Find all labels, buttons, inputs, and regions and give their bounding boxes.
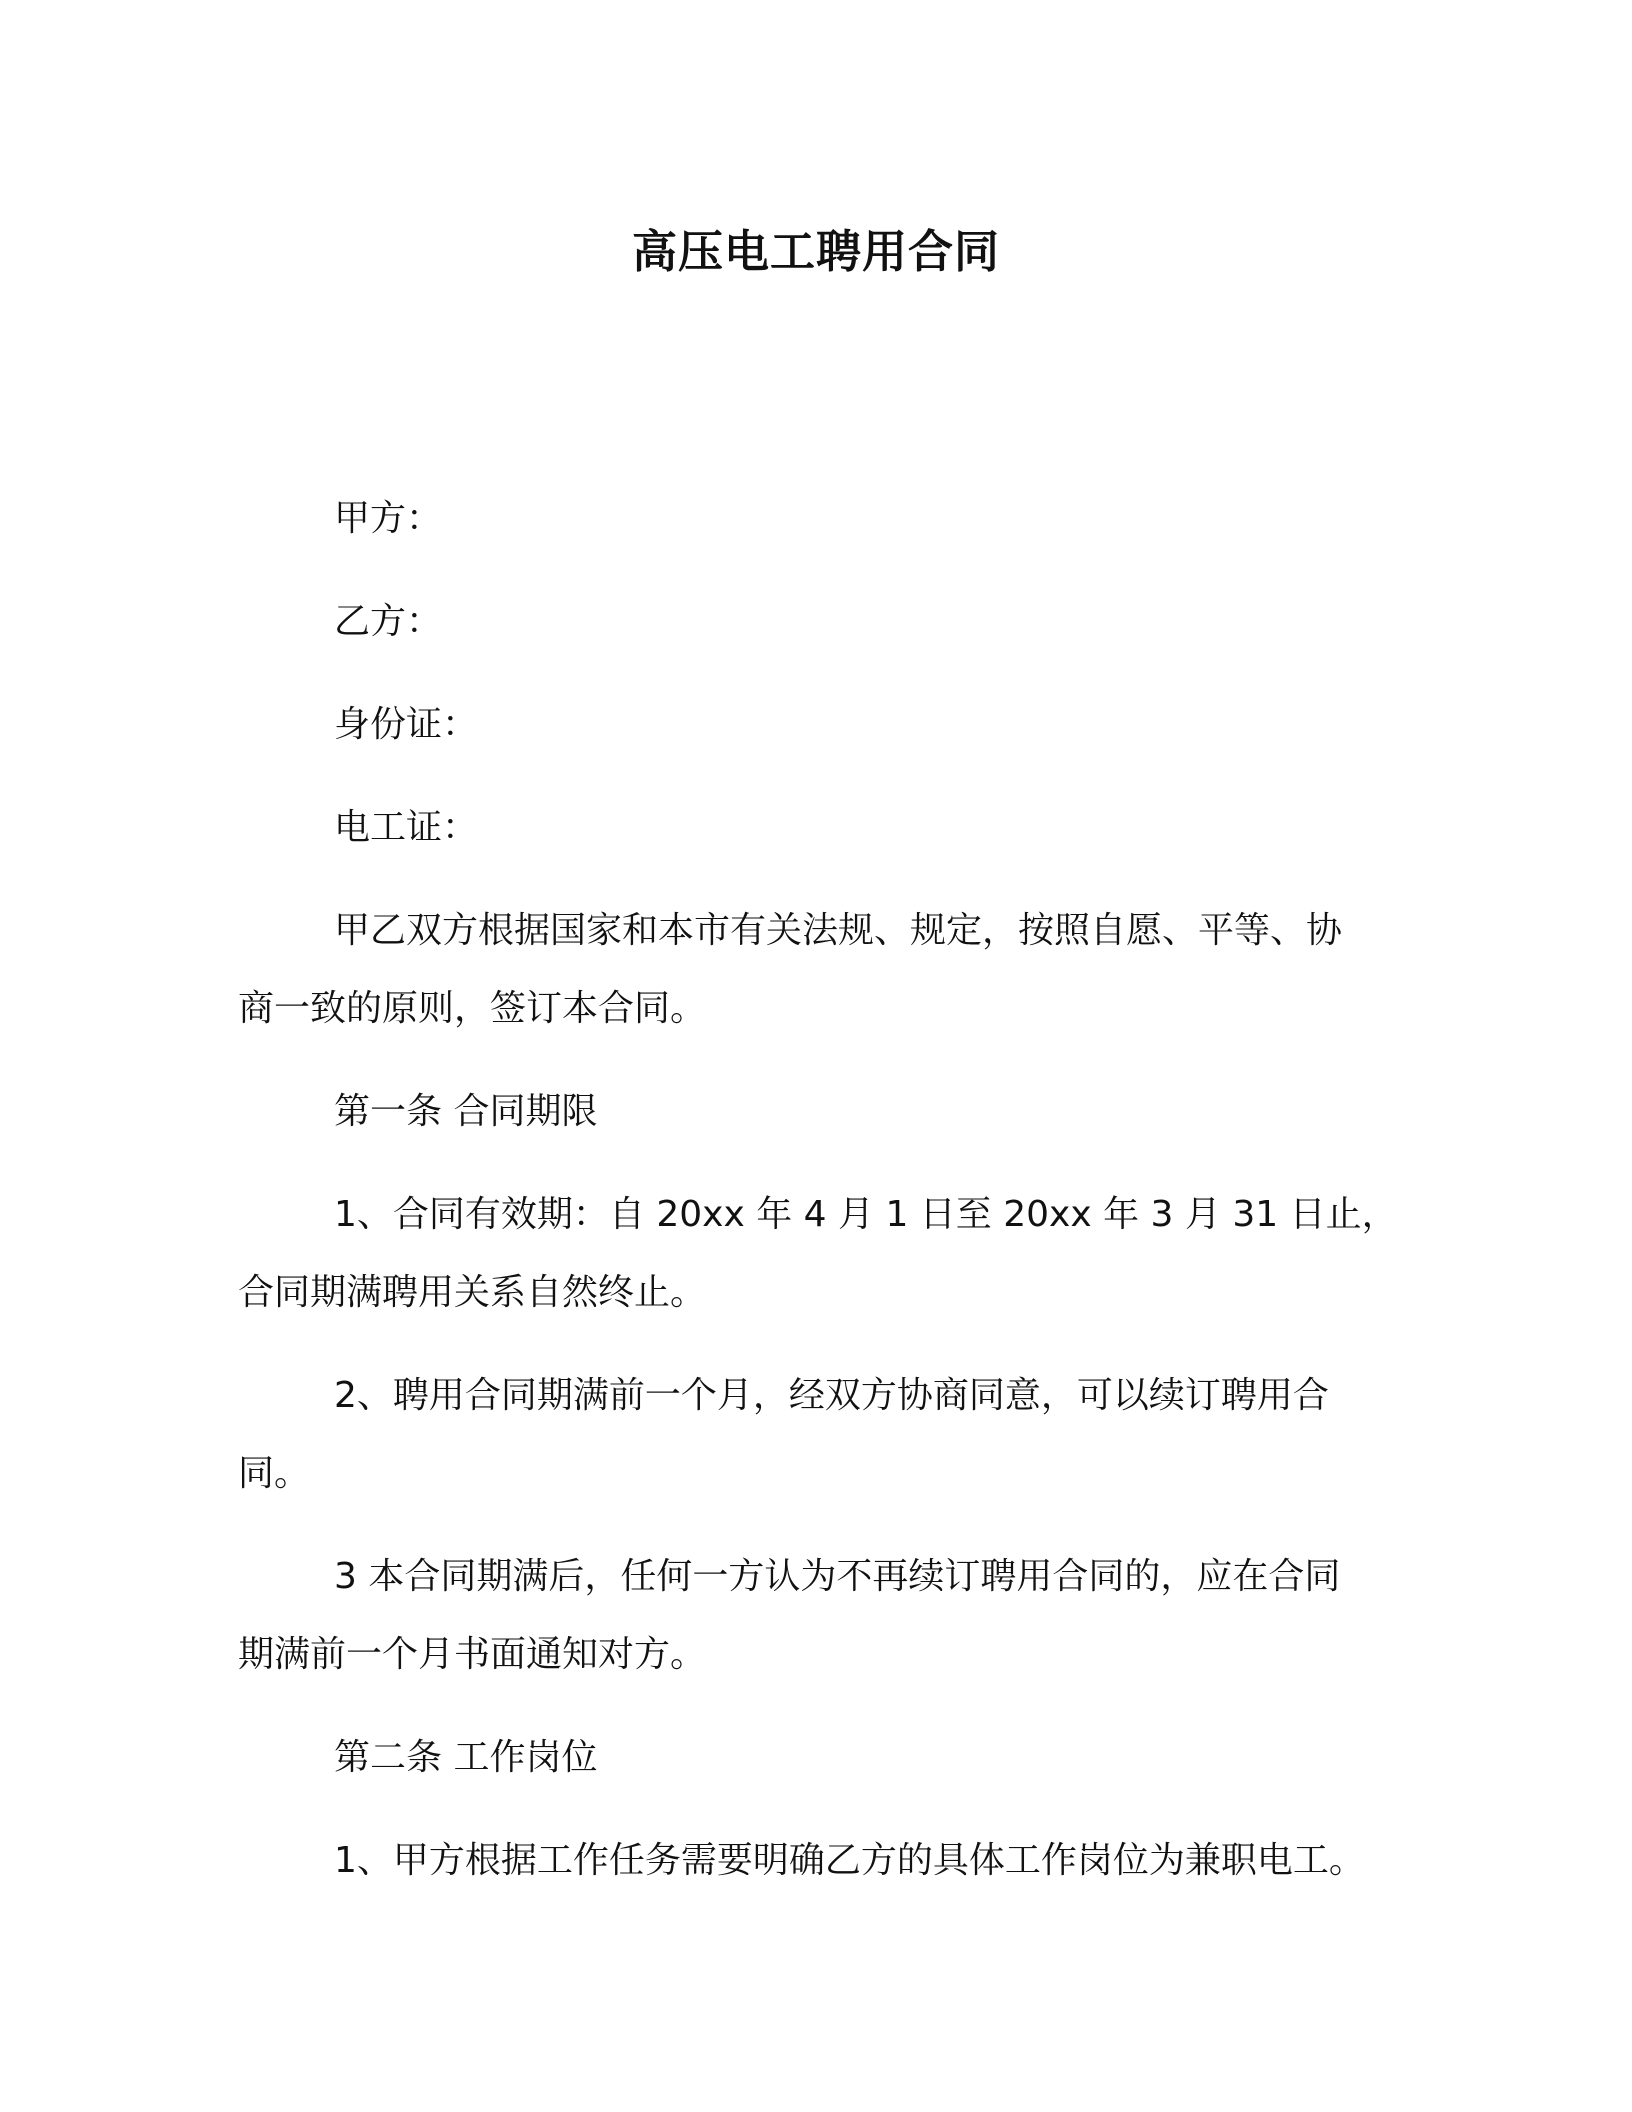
article-1-item-1-line-2: 合同期满聘用关系自然终止。 xyxy=(238,1272,707,1313)
article-1-item-1-line-1: 1、合同有效期：自 20xx 年 4 月 1 日至 20xx 年 3 月 31 日止， xyxy=(334,1194,1398,1235)
preamble-line-2: 商一致的原则，签订本合同。 xyxy=(238,988,707,1029)
article-2-heading: 第二条 工作岗位 xyxy=(334,1737,598,1778)
article-1-item-2-line-2: 同。 xyxy=(238,1453,311,1494)
article-1-item-2-line-1: 2、聘用合同期满前一个月，经双方协商同意，可以续订聘用合 xyxy=(334,1375,1329,1416)
electrician-cert-field: 电工证： xyxy=(334,807,479,848)
party-a-field: 甲方： xyxy=(334,498,443,539)
article-1-item-3-line-1: 3 本合同期满后，任何一方认为不再续订聘用合同的，应在合同 xyxy=(334,1556,1341,1597)
preamble-line-1: 甲乙双方根据国家和本市有关法规、规定，按照自愿、平等、协 xyxy=(334,910,1343,951)
id-card-field: 身份证： xyxy=(334,704,479,745)
party-b-field: 乙方： xyxy=(334,601,443,642)
document-title: 高压电工聘用合同 xyxy=(631,225,1000,278)
article-2-item-1-line-1: 1、甲方根据工作任务需要明确乙方的具体工作岗位为兼职电工。 xyxy=(334,1840,1365,1881)
article-1-heading: 第一条 合同期限 xyxy=(334,1091,598,1132)
article-1-item-3-line-2: 期满前一个月书面通知对方。 xyxy=(238,1634,707,1675)
